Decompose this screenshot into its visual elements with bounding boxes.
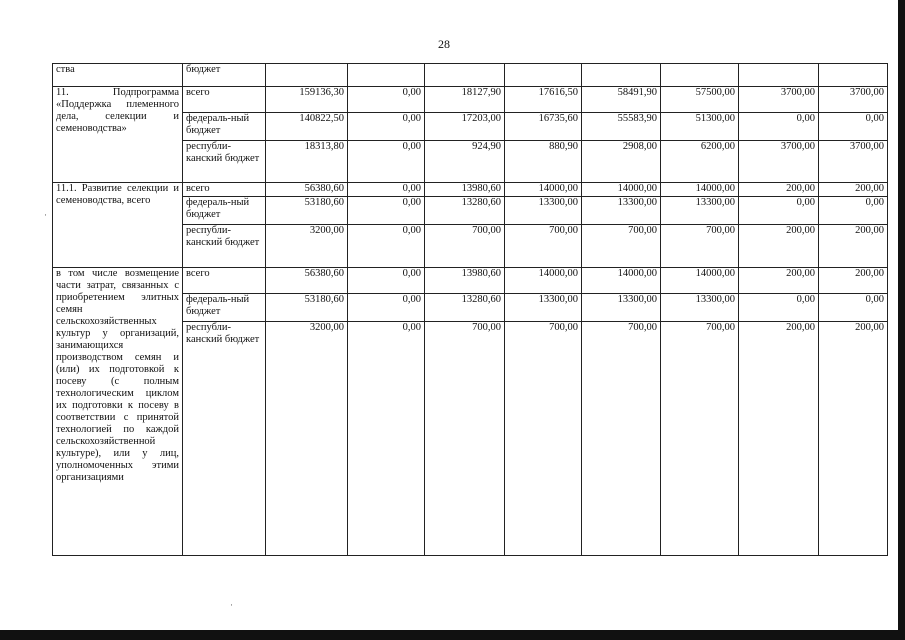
value-cell: 0,00: [348, 225, 425, 268]
value-cell: 14000,00: [582, 183, 661, 197]
value-cell: 0,00: [739, 113, 819, 141]
value-cell: [505, 64, 582, 87]
value-cell: 17616,50: [505, 87, 582, 113]
value-cell: 18313,80: [266, 141, 348, 183]
scan-speck: ·: [230, 600, 233, 610]
value-cell: 140822,50: [266, 113, 348, 141]
table-row: [53, 183, 888, 197]
budget-table: [52, 63, 888, 556]
budget-source-cell: федераль-ный бюджет: [183, 294, 266, 322]
value-cell: 3200,00: [266, 225, 348, 268]
value-cell: 13300,00: [661, 197, 739, 225]
value-cell: [348, 64, 425, 87]
value-cell: 14000,00: [505, 268, 582, 294]
budget-source-cell: всего: [183, 87, 266, 113]
value-cell: 58491,90: [582, 87, 661, 113]
value-cell: 14000,00: [582, 268, 661, 294]
program-cell: 11.1. Развитие селекции и семеноводства, всего: [53, 183, 183, 268]
value-cell: 700,00: [582, 225, 661, 268]
scan-speck: ·: [44, 210, 47, 220]
value-cell: 0,00: [819, 294, 888, 322]
value-cell: 924,90: [425, 141, 505, 183]
value-cell: 17203,00: [425, 113, 505, 141]
value-cell: 57500,00: [661, 87, 739, 113]
budget-source-cell: республи-канский бюджет: [183, 141, 266, 183]
value-cell: 13300,00: [505, 294, 582, 322]
value-cell: 0,00: [739, 197, 819, 225]
value-cell: 0,00: [819, 197, 888, 225]
value-cell: 159136,30: [266, 87, 348, 113]
value-cell: 0,00: [739, 294, 819, 322]
value-cell: 3700,00: [819, 141, 888, 183]
value-cell: 0,00: [348, 322, 425, 556]
value-cell: 13300,00: [582, 197, 661, 225]
program-cell: 11. Подпрограмма «Поддержка племенного дела, селекции и семеноводства»: [53, 87, 183, 183]
budget-source-cell: всего: [183, 183, 266, 197]
value-cell: 0,00: [348, 113, 425, 141]
scan-border-bottom: [0, 630, 905, 640]
value-cell: 2908,00: [582, 141, 661, 183]
budget-source-cell: республи-канский бюджет: [183, 225, 266, 268]
value-cell: 56380,60: [266, 183, 348, 197]
value-cell: 700,00: [425, 322, 505, 556]
value-cell: 200,00: [739, 183, 819, 197]
value-cell: 700,00: [505, 225, 582, 268]
value-cell: 200,00: [819, 183, 888, 197]
value-cell: [266, 64, 348, 87]
value-cell: 700,00: [661, 322, 739, 556]
table-row: [53, 64, 888, 87]
value-cell: 700,00: [661, 225, 739, 268]
budget-source-cell: всего: [183, 268, 266, 294]
value-cell: 200,00: [739, 268, 819, 294]
value-cell: 51300,00: [661, 113, 739, 141]
value-cell: [425, 64, 505, 87]
value-cell: 3200,00: [266, 322, 348, 556]
value-cell: 18127,90: [425, 87, 505, 113]
value-cell: 200,00: [739, 225, 819, 268]
value-cell: 6200,00: [661, 141, 739, 183]
value-cell: 200,00: [819, 268, 888, 294]
value-cell: 13980,60: [425, 268, 505, 294]
value-cell: 16735,60: [505, 113, 582, 141]
value-cell: 700,00: [505, 322, 582, 556]
value-cell: 56380,60: [266, 268, 348, 294]
value-cell: 700,00: [425, 225, 505, 268]
value-cell: 0,00: [348, 294, 425, 322]
table-row: [53, 268, 888, 294]
budget-source-cell: федераль-ный бюджет: [183, 113, 266, 141]
value-cell: 53180,60: [266, 197, 348, 225]
value-cell: 0,00: [348, 87, 425, 113]
value-cell: 200,00: [819, 322, 888, 556]
value-cell: 3700,00: [739, 141, 819, 183]
value-cell: 13980,60: [425, 183, 505, 197]
value-cell: [661, 64, 739, 87]
value-cell: 700,00: [582, 322, 661, 556]
budget-source-cell: федераль-ный бюджет: [183, 197, 266, 225]
budget-source-cell: бюджет: [183, 64, 266, 87]
value-cell: 14000,00: [661, 183, 739, 197]
value-cell: 13280,60: [425, 294, 505, 322]
scan-border-right: [898, 0, 905, 640]
value-cell: 14000,00: [661, 268, 739, 294]
value-cell: [582, 64, 661, 87]
program-cell: ства: [53, 64, 183, 87]
value-cell: 880,90: [505, 141, 582, 183]
value-cell: 200,00: [819, 225, 888, 268]
value-cell: 0,00: [348, 183, 425, 197]
value-cell: [819, 64, 888, 87]
value-cell: 14000,00: [505, 183, 582, 197]
value-cell: 13300,00: [661, 294, 739, 322]
value-cell: 53180,60: [266, 294, 348, 322]
budget-source-cell: республи-канский бюджет: [183, 322, 266, 556]
value-cell: 0,00: [348, 197, 425, 225]
value-cell: 0,00: [819, 113, 888, 141]
value-cell: 13280,60: [425, 197, 505, 225]
value-cell: 0,00: [348, 268, 425, 294]
value-cell: 55583,90: [582, 113, 661, 141]
value-cell: 0,00: [348, 141, 425, 183]
program-cell: в том числе возмещение части затрат, связанных с приобретением элитных семян сельскохозяйственных культур у организаций, занимающихся производством семян и (или) их подготовкой к посеву (с полным технологическим циклом их подготовки к посеву в соответствии с принятой технологией по каждой сельскохозяйственной культуре), или у лиц, уполномоченных этими организациями: [53, 268, 183, 556]
value-cell: 13300,00: [505, 197, 582, 225]
value-cell: 3700,00: [819, 87, 888, 113]
table-row: [53, 87, 888, 113]
value-cell: 3700,00: [739, 87, 819, 113]
page-number: 28: [438, 37, 450, 51]
value-cell: 200,00: [739, 322, 819, 556]
value-cell: 13300,00: [582, 294, 661, 322]
value-cell: [739, 64, 819, 87]
